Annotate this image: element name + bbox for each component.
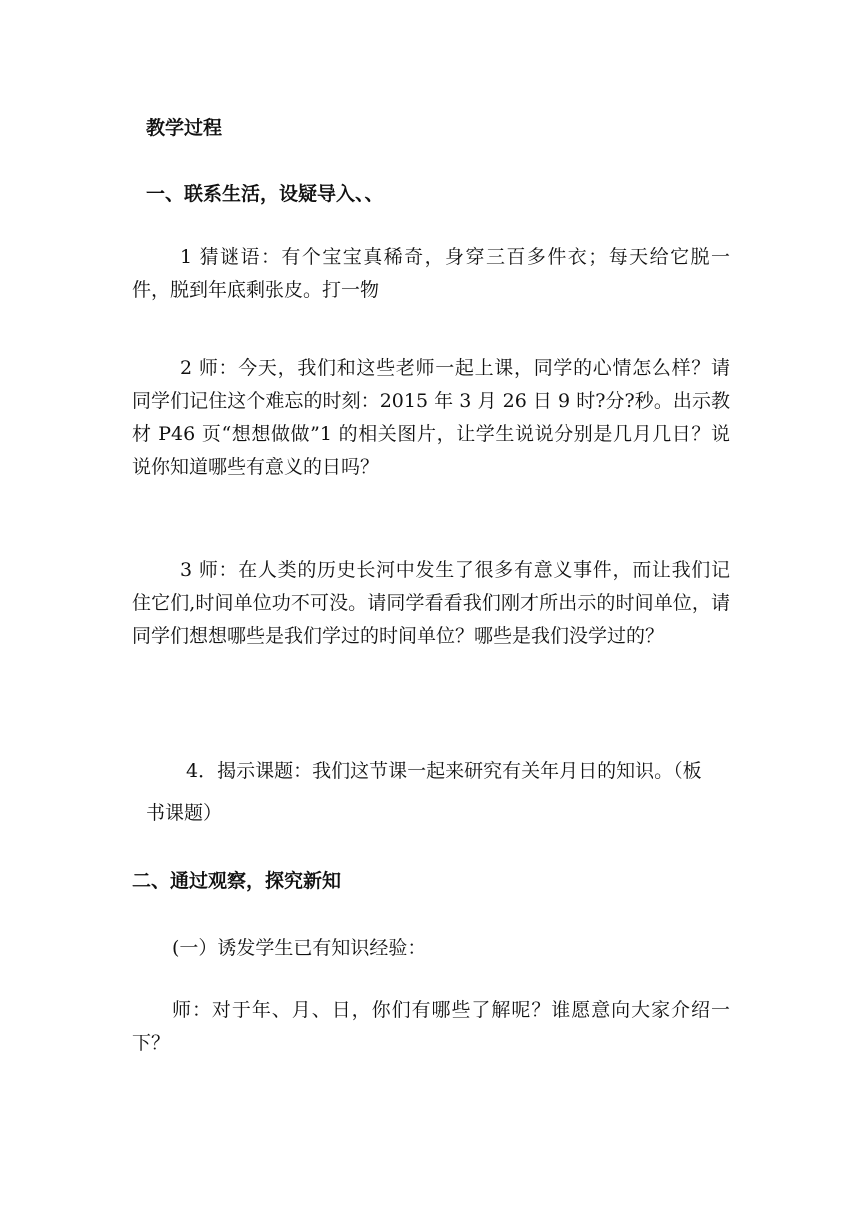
paragraph-topic-line1: 4．揭示课题：我们这节课一起来研究有关年月日的知识。（板	[186, 760, 702, 782]
paragraph-teacher-question: 师：对于年、月、日，你们有哪些了解呢？谁愿意向大家介绍一下？	[132, 999, 730, 1054]
paragraph-topic-line2: 书课题）	[146, 802, 223, 824]
paragraph-time-units: 3 师：在人类的历史长河中发生了很多有意义事件，而让我们记住它们,时间单位功不可没。请同学看看我们刚才所出示的时间单位，请同学们想想哪些是我们学过的时间单位？哪些是我们没学过的？	[132, 559, 730, 647]
subsection-heading: (一）诱发学生已有知识经验：	[172, 937, 427, 959]
paragraph-riddle: 1 猜谜语：有个宝宝真稀奇，身穿三百多件衣；每天给它脱一件，脱到年底剩张皮。打一物	[132, 246, 730, 301]
section1-heading: 一、联系生活，设疑导入、、	[146, 183, 384, 205]
section2-heading: 二、通过观察，探究新知	[132, 870, 342, 892]
document-title: 教学过程	[146, 117, 223, 139]
paragraph-teacher-intro: 2 师：今天，我们和这些老师一起上课，同学的心情怎么样？请同学们记住这个难忘的时刻：2015 年 3 月 26 日 9 时?分?秒。出示教材 P46 页“想想做做”1 的相关图片，让学生说说分别是几月几日？说说你知道哪些有意义的日吗？	[132, 357, 730, 478]
